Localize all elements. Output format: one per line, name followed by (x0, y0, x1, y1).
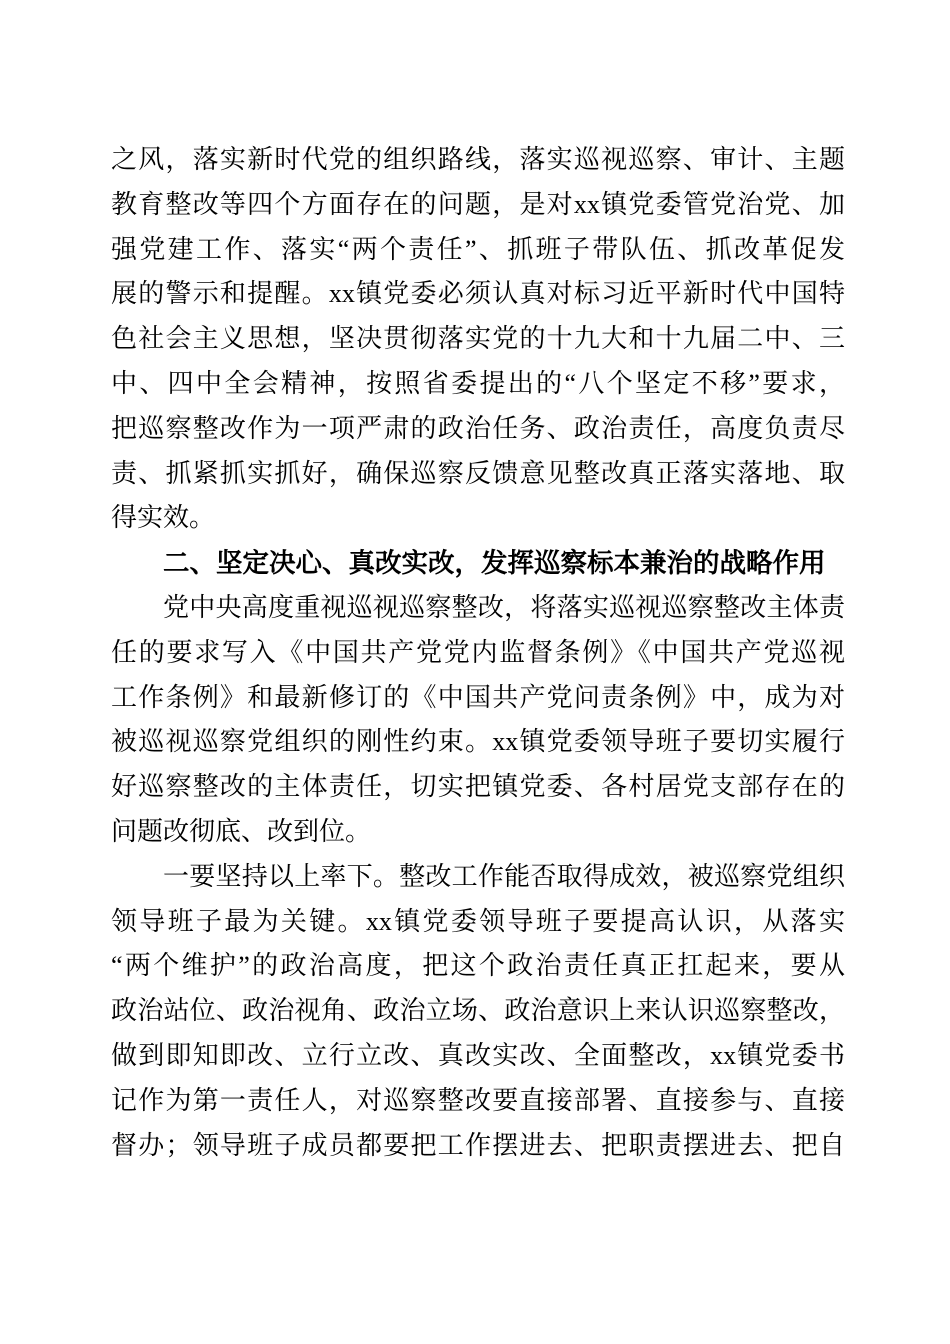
text-line: 强党建工作、落实“两个责任”、抓班子带队伍、抓改革促发 (111, 234, 845, 264)
text-line: 展的警示和提醒。xx镇党委必须认真对标习近平新时代中国特 (111, 279, 845, 309)
text-line: 之风，落实新时代党的组织路线，落实巡视巡察、审计、主题 (111, 145, 845, 174)
text-line: 问题改彻底、改到位。 (111, 816, 372, 846)
text-line: 督办；领导班子成员都要把工作摆进去、把职责摆进去、把自 (111, 1130, 845, 1160)
text-line: 教育整改等四个方面存在的问题，是对xx镇党委管党治党、加 (111, 189, 845, 219)
text-line: 一要坚持以上率下。整改工作能否取得成效，被巡察党组织 (163, 861, 845, 891)
text-line: 把巡察整改作为一项严肃的政治任务、政治责任，高度负责尽 (111, 413, 845, 443)
text-line: 政治站位、政治视角、政治立场、政治意识上来认识巡察整改， (111, 996, 845, 1026)
text-line: 得实效。 (111, 503, 216, 533)
text-line: 责、抓紧抓实抓好，确保巡察反馈意见整改真正落实落地、取 (111, 458, 845, 488)
text-line: 任的要求写入《中国共产党党内监督条例》《中国共产党巡视 (111, 637, 845, 667)
document-text-column (111, 138, 845, 1168)
text-line: 工作条例》和最新修订的《中国共产党问责条例》中，成为对 (111, 682, 845, 712)
text-line: 好巡察整改的主体责任，切实把镇党委、各村居党支部存在的 (111, 772, 845, 802)
text-line: “两个维护”的政治高度，把这个政治责任真正扛起来，要从 (111, 951, 845, 981)
text-line: 色社会主义思想，坚决贯彻落实党的十九大和十九届二中、三 (111, 324, 845, 354)
text-line: 记作为第一责任人，对巡察整改要直接部署、直接参与、直接 (111, 1085, 845, 1115)
section-heading: 二、坚定决心、真改实改，发挥巡察标本兼治的战略作用 (163, 548, 826, 579)
text-line: 做到即知即改、立行立改、真改实改、全面整改，xx镇党委书 (111, 1040, 845, 1070)
text-line: 领导班子最为关键。xx镇党委领导班子要提高认识，从落实 (111, 906, 845, 936)
text-line: 被巡视巡察党组织的刚性约束。xx镇党委领导班子要切实履行 (111, 727, 845, 757)
text-line: 中、四中全会精神，按照省委提出的“八个坚定不移”要求， (111, 368, 845, 398)
text-line: 党中央高度重视巡视巡察整改，将落实巡视巡察整改主体责 (163, 592, 845, 622)
